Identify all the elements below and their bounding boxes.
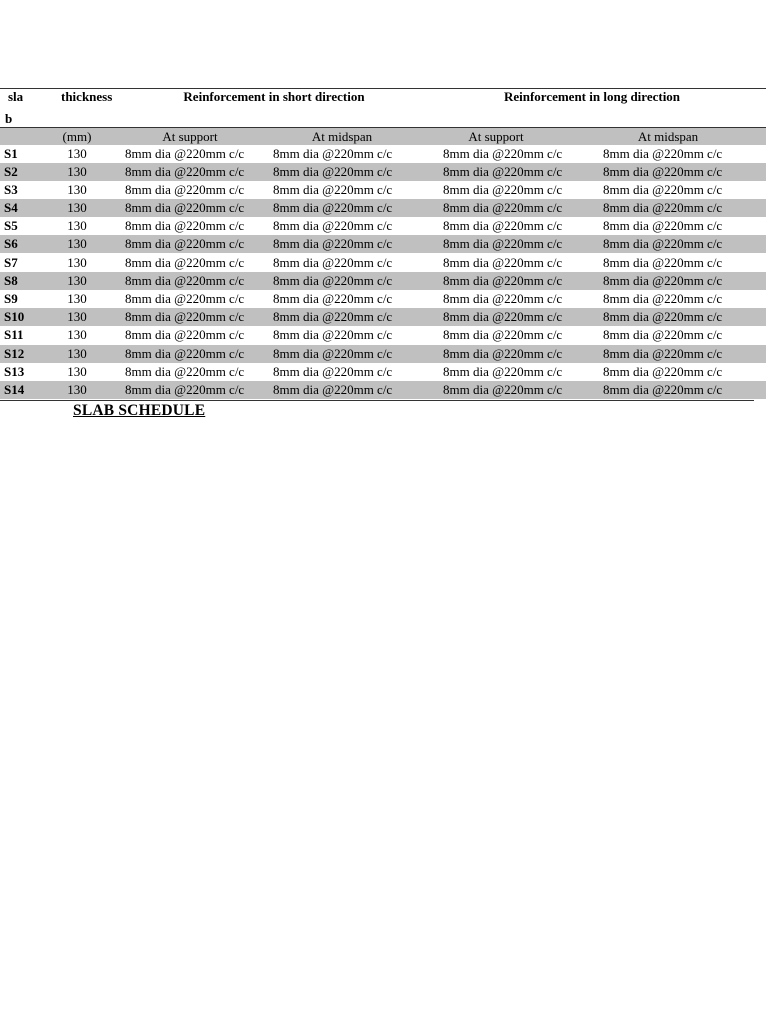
table-row: [0, 235, 766, 253]
table-row: [0, 290, 766, 308]
short-support-cell: 8mm dia @220mm c/c: [125, 309, 245, 324]
schedule-title: SLAB SCHEDULE: [73, 402, 206, 419]
thickness-cell: 130: [67, 382, 87, 397]
table-row: [0, 217, 766, 235]
short-midspan-cell: 8mm dia @220mm c/c: [273, 346, 393, 361]
thickness-cell: 130: [67, 346, 87, 361]
slab-id-cell: S6: [4, 236, 18, 251]
thickness-cell: 130: [67, 327, 87, 342]
thickness-cell: 130: [67, 182, 87, 197]
short-midspan-cell: 8mm dia @220mm c/c: [273, 255, 393, 270]
slab-id-cell: S7: [4, 255, 18, 270]
long-support-cell: 8mm dia @220mm c/c: [443, 382, 563, 397]
long-support-cell: 8mm dia @220mm c/c: [443, 273, 563, 288]
long-support-cell: 8mm dia @220mm c/c: [443, 182, 563, 197]
short-support-cell: 8mm dia @220mm c/c: [125, 382, 245, 397]
short-support-cell: 8mm dia @220mm c/c: [125, 273, 245, 288]
slab-id-cell: S5: [4, 218, 18, 233]
short-midspan-cell: 8mm dia @220mm c/c: [273, 291, 393, 306]
short-support-cell: 8mm dia @220mm c/c: [125, 291, 245, 306]
thickness-cell: 130: [67, 255, 87, 270]
long-midspan-cell: 8mm dia @220mm c/c: [603, 346, 723, 361]
short-support-cell: 8mm dia @220mm c/c: [125, 182, 245, 197]
table-row: [0, 254, 766, 272]
long-midspan-cell: 8mm dia @220mm c/c: [603, 309, 723, 324]
thickness-cell: 130: [67, 164, 87, 179]
short-support-cell: 8mm dia @220mm c/c: [125, 346, 245, 361]
short-support-cell: 8mm dia @220mm c/c: [125, 236, 245, 251]
header-long-direction: Reinforcement in long direction: [503, 89, 681, 104]
slab-id-cell: S2: [4, 164, 18, 179]
long-support-cell: 8mm dia @220mm c/c: [443, 200, 563, 215]
long-support-cell: 8mm dia @220mm c/c: [443, 236, 563, 251]
long-midspan-cell: 8mm dia @220mm c/c: [603, 200, 723, 215]
header-slab-label-wrap: b: [5, 111, 13, 126]
short-midspan-cell: 8mm dia @220mm c/c: [273, 182, 393, 197]
header-thickness: thickness: [61, 89, 113, 104]
table-row: [0, 363, 766, 381]
slab-id-cell: S11: [4, 327, 24, 342]
thickness-cell: 130: [67, 364, 87, 379]
table-row: [0, 272, 766, 290]
thickness-cell: 130: [67, 273, 87, 288]
slab-id-cell: S8: [4, 273, 18, 288]
short-midspan-cell: 8mm dia @220mm c/c: [273, 164, 393, 179]
table-row: [0, 381, 766, 399]
long-midspan-cell: 8mm dia @220mm c/c: [603, 327, 723, 342]
thickness-cell: 130: [67, 200, 87, 215]
short-midspan-cell: 8mm dia @220mm c/c: [273, 146, 393, 161]
slab-id-cell: S1: [4, 146, 18, 161]
short-midspan-cell: 8mm dia @220mm c/c: [273, 200, 393, 215]
table-row: [0, 199, 766, 217]
slab-id-cell: S9: [4, 291, 18, 306]
long-midspan-cell: 8mm dia @220mm c/c: [603, 236, 723, 251]
subheader-row: [0, 128, 766, 145]
thickness-cell: 130: [67, 309, 87, 324]
header-short-support: At support: [162, 129, 218, 144]
long-support-cell: 8mm dia @220mm c/c: [443, 218, 563, 233]
long-midspan-cell: 8mm dia @220mm c/c: [603, 182, 723, 197]
long-midspan-cell: 8mm dia @220mm c/c: [603, 146, 723, 161]
thickness-cell: 130: [67, 291, 87, 306]
header-short-midspan: At midspan: [311, 129, 373, 144]
table-row: [0, 308, 766, 326]
long-support-cell: 8mm dia @220mm c/c: [443, 327, 563, 342]
thickness-cell: 130: [67, 236, 87, 251]
short-support-cell: 8mm dia @220mm c/c: [125, 200, 245, 215]
long-midspan-cell: 8mm dia @220mm c/c: [603, 273, 723, 288]
slab-id-cell: S3: [4, 182, 18, 197]
long-midspan-cell: 8mm dia @220mm c/c: [603, 255, 723, 270]
table-row: [0, 163, 766, 181]
long-midspan-cell: 8mm dia @220mm c/c: [603, 364, 723, 379]
short-support-cell: 8mm dia @220mm c/c: [125, 327, 245, 342]
header-short-direction: Reinforcement in short direction: [183, 89, 365, 104]
long-support-cell: 8mm dia @220mm c/c: [443, 164, 563, 179]
long-support-cell: 8mm dia @220mm c/c: [443, 146, 563, 161]
short-midspan-cell: 8mm dia @220mm c/c: [273, 327, 393, 342]
short-midspan-cell: 8mm dia @220mm c/c: [273, 382, 393, 397]
table-row: [0, 145, 766, 163]
long-support-cell: 8mm dia @220mm c/c: [443, 255, 563, 270]
table-row: [0, 345, 766, 363]
short-midspan-cell: 8mm dia @220mm c/c: [273, 309, 393, 324]
table-row: [0, 326, 766, 344]
long-support-cell: 8mm dia @220mm c/c: [443, 364, 563, 379]
long-support-cell: 8mm dia @220mm c/c: [443, 309, 563, 324]
header-long-support: At support: [468, 129, 524, 144]
slab-id-cell: S10: [4, 309, 25, 324]
slab-id-cell: S4: [4, 200, 18, 215]
header-slab-label: sla: [8, 89, 24, 104]
short-support-cell: 8mm dia @220mm c/c: [125, 164, 245, 179]
table-row: [0, 181, 766, 199]
short-support-cell: 8mm dia @220mm c/c: [125, 218, 245, 233]
long-midspan-cell: 8mm dia @220mm c/c: [603, 382, 723, 397]
header-long-midspan: At midspan: [637, 129, 699, 144]
table-bottom-rule: [0, 400, 754, 401]
short-support-cell: 8mm dia @220mm c/c: [125, 364, 245, 379]
long-midspan-cell: 8mm dia @220mm c/c: [603, 218, 723, 233]
short-midspan-cell: 8mm dia @220mm c/c: [273, 273, 393, 288]
short-midspan-cell: 8mm dia @220mm c/c: [273, 364, 393, 379]
short-midspan-cell: 8mm dia @220mm c/c: [273, 218, 393, 233]
slab-id-cell: S12: [4, 346, 25, 361]
slab-id-cell: S13: [4, 364, 25, 379]
thickness-cell: 130: [67, 146, 87, 161]
long-midspan-cell: 8mm dia @220mm c/c: [603, 164, 723, 179]
short-support-cell: 8mm dia @220mm c/c: [125, 255, 245, 270]
long-support-cell: 8mm dia @220mm c/c: [443, 346, 563, 361]
header-thickness-unit: (mm): [62, 129, 92, 144]
long-midspan-cell: 8mm dia @220mm c/c: [603, 291, 723, 306]
thickness-cell: 130: [67, 218, 87, 233]
slab-id-cell: S14: [4, 382, 25, 397]
short-midspan-cell: 8mm dia @220mm c/c: [273, 236, 393, 251]
short-support-cell: 8mm dia @220mm c/c: [125, 146, 245, 161]
long-support-cell: 8mm dia @220mm c/c: [443, 291, 563, 306]
